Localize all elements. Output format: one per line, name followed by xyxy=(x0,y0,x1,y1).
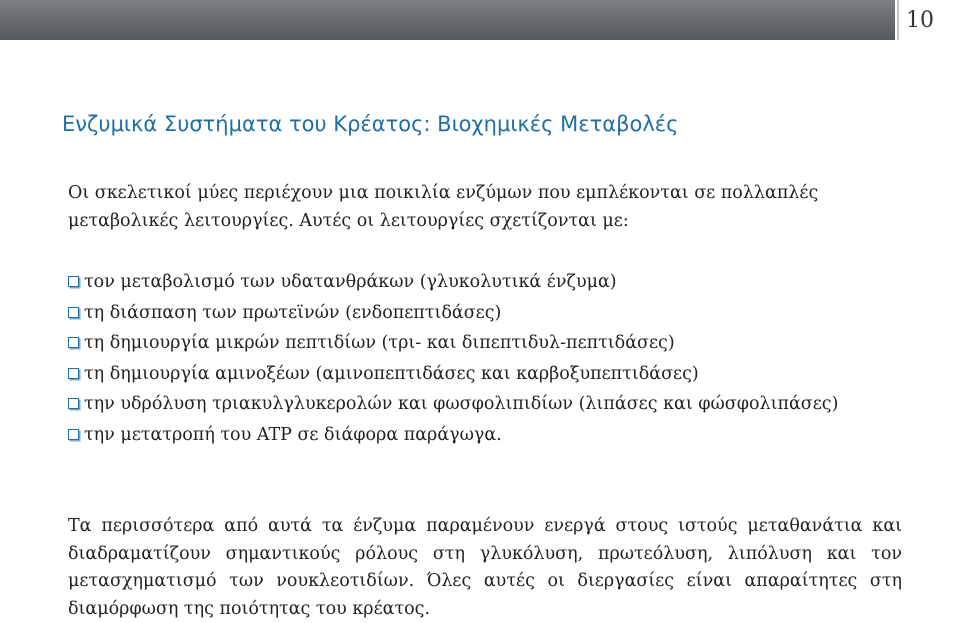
page-number: 10 xyxy=(906,8,934,33)
hollow-square-bullet-icon xyxy=(68,398,79,409)
closing-paragraph: Τα περισσότερα από αυτά τα ένζυμα παραμένουν ενεργά στους ιστούς μεταθανάτια και διαδραματίζουν σημαντικούς ρόλους στη γλυκόλυση, πρωτεόλυση, λιπόλυση και τον μετασχηματισμό των νουκλεοτιδίων. Όλες αυτές οι διεργασίες είναι απαραίτητες στη διαμόρφωση της ποιότητας του κρέατος. xyxy=(68,516,902,619)
list-item-text: την μετατροπή του ATP σε διάφορα παράγωγα. xyxy=(84,424,502,445)
hollow-square-bullet-icon xyxy=(68,429,79,440)
list-item xyxy=(68,300,902,328)
list-item xyxy=(68,422,902,450)
slide-title: Ενζυμικά Συστήματα του Κρέατος: Βιοχημικές Μεταβολές xyxy=(62,112,679,136)
list-item-text: τον μεταβολισμό των υδατανθράκων (γλυκολυτικά ένζυμα) xyxy=(84,272,617,292)
list-item xyxy=(68,361,902,389)
hollow-square-bullet-icon xyxy=(68,307,79,318)
hollow-square-bullet-icon xyxy=(68,337,79,348)
list-item xyxy=(68,269,902,297)
list-item-text: τη δημιουργία αμινοξέων (αμινοπεπτιδάσες και καρβοξυπεπτιδάσες) xyxy=(84,363,699,384)
bullet-list xyxy=(68,269,902,452)
list-item xyxy=(68,391,902,419)
list-item-text: την υδρόλυση τριακυλγλυκερολών και φωσφολιπιδίων (λιπάσες και φώσφολιπάσες) xyxy=(84,394,839,414)
hollow-square-bullet-icon xyxy=(68,368,79,379)
list-item xyxy=(68,330,902,358)
list-item-text: τη διάσπαση των πρωτεϊνών (ενδοπεπτιδάσες) xyxy=(84,302,502,323)
list-item-text: τη δημιουργία μικρών πεπτιδίων (τρι- και διπεπτιδυλ-πεπτιδάσες) xyxy=(84,333,675,353)
header-bar xyxy=(0,0,895,40)
intro-paragraph: Οι σκελετικοί μύες περιέχουν μια ποικιλία ενζύμων που εμπλέκονται σε πολλαπλές μεταβολικές λειτουργίες. Αυτές οι λειτουργίες σχετίζονται με: xyxy=(68,183,819,231)
hollow-square-bullet-icon xyxy=(68,276,79,287)
